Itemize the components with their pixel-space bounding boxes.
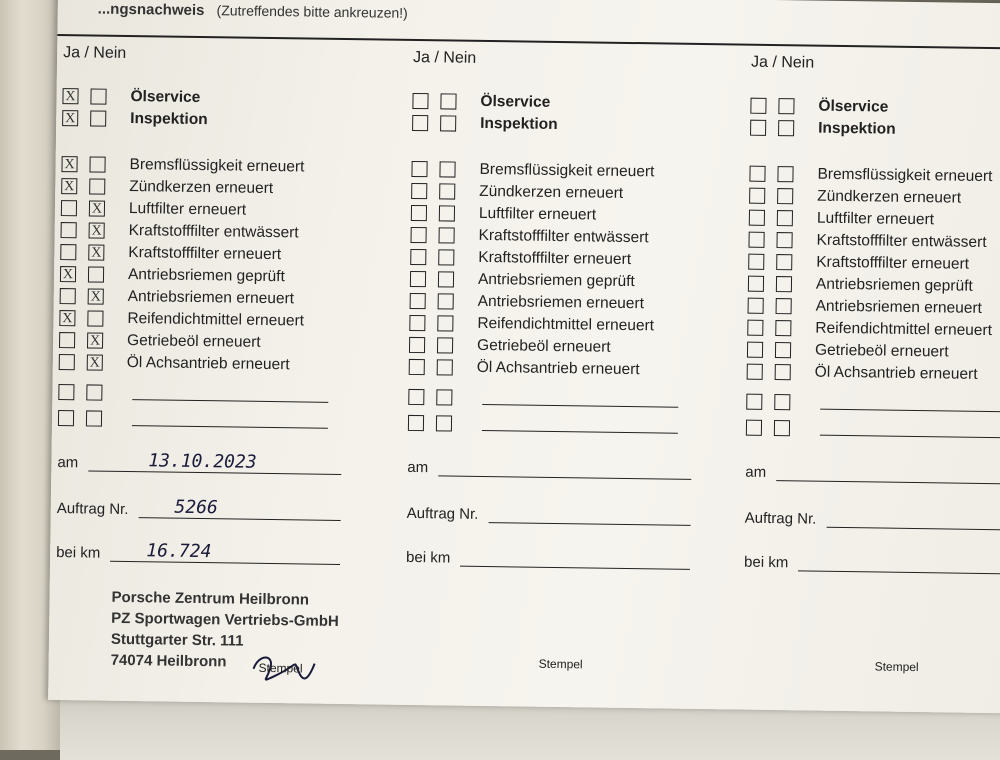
mileage-field-line[interactable]	[110, 540, 340, 565]
yes-checkbox[interactable]	[749, 210, 765, 226]
item-row	[61, 176, 361, 200]
no-checkbox[interactable]: X	[89, 222, 105, 238]
no-checkbox[interactable]	[776, 254, 792, 270]
item-row	[749, 186, 1000, 210]
dealer-company: PZ Sportwagen Vertriebs-GmbH	[111, 609, 339, 630]
yes-checkbox[interactable]	[408, 389, 424, 405]
item-row	[748, 296, 1000, 320]
item-row	[59, 352, 359, 376]
item-label: Kraftstofffilter entwässert	[816, 231, 987, 251]
no-checkbox[interactable]	[88, 266, 104, 282]
blank-entry-line	[820, 396, 1000, 412]
blank-row	[408, 387, 708, 411]
blank-entry-line	[132, 413, 328, 429]
no-checkbox[interactable]	[90, 110, 106, 126]
mileage-field-line[interactable]	[798, 554, 1000, 574]
yes-checkbox[interactable]	[749, 166, 765, 182]
no-checkbox[interactable]	[776, 298, 792, 314]
yes-checkbox[interactable]: X	[61, 178, 77, 194]
yes-checkbox[interactable]	[410, 293, 426, 309]
yes-checkbox[interactable]	[408, 415, 424, 431]
item-label: Zündkerzen erneuert	[129, 178, 274, 198]
yes-checkbox[interactable]	[409, 315, 425, 331]
no-checkbox[interactable]	[777, 210, 793, 226]
mileage-field	[406, 549, 706, 570]
item-label: Antriebsriemen geprüft	[815, 275, 973, 295]
yes-checkbox[interactable]	[409, 337, 425, 353]
no-checkbox[interactable]	[438, 227, 454, 243]
service-row	[412, 91, 712, 115]
stamp-label-3: Stempel	[874, 659, 919, 675]
no-checkbox[interactable]	[86, 384, 102, 400]
yes-checkbox[interactable]	[746, 420, 762, 436]
blank-entry-line	[132, 387, 328, 403]
yes-checkbox[interactable]	[58, 384, 74, 400]
item-row	[411, 181, 711, 205]
no-checkbox[interactable]	[89, 178, 105, 194]
item-row	[748, 252, 1000, 276]
yes-checkbox[interactable]	[746, 394, 762, 410]
yes-checkbox[interactable]	[748, 298, 764, 314]
order-number-field	[407, 505, 707, 526]
no-checkbox[interactable]	[438, 271, 454, 287]
date-field	[745, 464, 1000, 485]
mileage-field-label: bei km	[743, 553, 789, 572]
no-checkbox[interactable]	[436, 389, 452, 405]
item-label: Antriebsriemen geprüft	[477, 270, 635, 291]
no-checkbox[interactable]	[775, 364, 791, 380]
yes-checkbox[interactable]	[61, 200, 77, 216]
date-field-label: am	[745, 463, 767, 481]
service-label: Inspektion	[130, 110, 208, 129]
no-checkbox[interactable]	[438, 293, 454, 309]
yes-checkbox[interactable]	[409, 359, 425, 375]
item-row	[411, 159, 711, 183]
item-label: Kraftstofffilter erneuert	[816, 253, 970, 273]
no-checkbox[interactable]	[778, 120, 794, 136]
item-row	[410, 225, 710, 249]
order-number-field	[56, 496, 357, 521]
service-label: Inspektion	[480, 114, 558, 133]
item-row	[60, 264, 360, 288]
no-checkbox[interactable]	[90, 88, 106, 104]
service-column-3	[738, 53, 1000, 694]
item-label: Zündkerzen erneuert	[817, 187, 962, 207]
no-checkbox[interactable]: X	[87, 332, 103, 348]
item-label: Getriebeöl erneuert	[476, 336, 611, 356]
service-label: Ölservice	[130, 88, 201, 106]
item-row	[410, 247, 710, 271]
service-row	[412, 113, 712, 137]
item-row	[61, 154, 361, 178]
blank-row	[58, 408, 358, 432]
yes-checkbox[interactable]	[748, 232, 764, 248]
header-rule	[57, 34, 1000, 49]
item-label: Antriebsriemen erneuert	[477, 292, 645, 313]
item-row	[749, 208, 1000, 232]
no-checkbox[interactable]	[439, 161, 455, 177]
date-field	[57, 450, 357, 475]
no-checkbox[interactable]	[87, 310, 103, 326]
mileage-field-label: bei km	[405, 548, 451, 567]
yes-checkbox[interactable]	[59, 354, 75, 370]
item-label: Bremsflüssigkeit erneuert	[129, 156, 305, 176]
service-row	[62, 108, 362, 132]
header-title: ...ngsnachweis	[97, 0, 205, 20]
date-field-line[interactable]	[88, 450, 341, 475]
mileage-field	[56, 540, 356, 565]
no-checkbox[interactable]: X	[88, 288, 104, 304]
no-checkbox[interactable]	[774, 394, 790, 410]
date-field	[407, 459, 707, 480]
yes-checkbox[interactable]: X	[62, 88, 78, 104]
item-row	[60, 242, 360, 266]
item-row	[409, 335, 709, 359]
yes-no-header: Ja / Nein	[63, 44, 127, 62]
yes-checkbox[interactable]	[60, 244, 76, 260]
yes-checkbox[interactable]	[748, 276, 764, 292]
date-field-line[interactable]	[438, 459, 691, 480]
dealer-street: Stuttgarter Str. 111	[110, 630, 244, 650]
yes-checkbox[interactable]	[750, 120, 766, 136]
no-checkbox[interactable]	[777, 188, 793, 204]
dealer-city: 74074 Heilbronn	[110, 651, 227, 671]
mileage-field-value: 16.724	[146, 540, 212, 563]
yes-checkbox[interactable]	[749, 188, 765, 204]
order-number-field-label: Auftrag Nr.	[56, 500, 129, 519]
item-row	[59, 330, 359, 354]
no-checkbox[interactable]	[89, 156, 105, 172]
no-checkbox[interactable]	[440, 115, 456, 131]
blank-row	[746, 392, 1000, 416]
item-label: Kraftstofffilter entwässert	[478, 226, 649, 247]
item-row	[747, 340, 1000, 364]
service-row	[750, 118, 1000, 142]
yes-checkbox[interactable]: X	[61, 156, 77, 172]
item-label: Kraftstofffilter erneuert	[128, 244, 282, 264]
item-row	[61, 198, 361, 222]
yes-checkbox[interactable]	[411, 183, 427, 199]
no-checkbox[interactable]	[438, 249, 454, 265]
yes-checkbox[interactable]	[750, 98, 766, 114]
item-label: Luftfilter erneuert	[128, 200, 247, 219]
item-row	[410, 291, 710, 315]
stamp-label-1: Stempel	[258, 660, 303, 676]
item-row	[747, 318, 1000, 342]
order-number-field-label: Auftrag Nr.	[406, 504, 479, 523]
item-label: Antriebsriemen erneuert	[815, 297, 983, 317]
order-number-field	[745, 510, 1000, 531]
yes-checkbox[interactable]	[747, 320, 763, 336]
blank-entry-line	[820, 422, 1000, 438]
no-checkbox[interactable]	[774, 420, 790, 436]
item-row	[410, 269, 710, 293]
yes-checkbox[interactable]	[411, 161, 427, 177]
mileage-field	[744, 554, 1000, 575]
stamp-label-2: Stempel	[538, 656, 583, 672]
yes-checkbox[interactable]	[412, 93, 428, 109]
yes-checkbox[interactable]: X	[59, 310, 75, 326]
service-label: Ölservice	[818, 97, 889, 116]
item-row	[409, 357, 709, 381]
no-checkbox[interactable]	[439, 205, 455, 221]
no-checkbox[interactable]	[437, 315, 453, 331]
item-row	[60, 286, 360, 310]
service-row	[62, 86, 362, 110]
no-checkbox[interactable]	[439, 183, 455, 199]
no-checkbox[interactable]	[778, 98, 794, 114]
order-number-field-line[interactable]	[488, 506, 691, 526]
yes-checkbox[interactable]	[747, 364, 763, 380]
service-label: Inspektion	[818, 119, 896, 138]
blank-entry-line	[482, 391, 678, 407]
order-number-field-label: Auftrag Nr.	[744, 509, 817, 528]
item-row	[61, 220, 361, 244]
no-checkbox[interactable]	[776, 276, 792, 292]
order-number-field-line[interactable]	[138, 496, 341, 521]
order-number-field-value: 5266	[174, 496, 218, 519]
yes-checkbox[interactable]	[411, 227, 427, 243]
item-label: Getriebeöl erneuert	[126, 331, 261, 351]
no-checkbox[interactable]	[776, 232, 792, 248]
page-header	[98, 1, 408, 22]
item-label: Öl Achsantrieb erneuert	[814, 363, 978, 383]
item-label: Reifendichtmittel erneuert	[815, 319, 993, 340]
yes-checkbox[interactable]	[747, 342, 763, 358]
item-label: Bremsflüssigkeit erneuert	[817, 165, 993, 186]
blank-row	[408, 413, 708, 437]
yes-checkbox[interactable]	[410, 249, 426, 265]
yes-checkbox[interactable]	[412, 115, 428, 131]
service-label: Ölservice	[480, 92, 551, 111]
item-label: Öl Achsantrieb erneuert	[126, 353, 290, 374]
yes-checkbox[interactable]	[748, 254, 764, 270]
date-field-line[interactable]	[776, 464, 1000, 485]
item-row	[747, 362, 1000, 386]
date-field-label: am	[407, 458, 429, 477]
item-label: Antriebsriemen erneuert	[127, 288, 295, 308]
dealer-name: Porsche Zentrum Heilbronn	[111, 588, 310, 609]
item-label: Zündkerzen erneuert	[479, 182, 624, 202]
yes-checkbox[interactable]: X	[62, 110, 78, 126]
yes-checkbox[interactable]	[58, 410, 74, 426]
header-subtitle: (Zutreffendes bitte ankreuzen!)	[216, 2, 408, 21]
mileage-field-line[interactable]	[460, 550, 690, 570]
yes-checkbox[interactable]	[411, 205, 427, 221]
item-row	[411, 203, 711, 227]
item-row	[409, 313, 709, 337]
service-column-2	[400, 48, 709, 689]
order-number-field-line[interactable]	[826, 511, 1000, 531]
date-field-value: 13.10.2023	[148, 450, 257, 473]
blank-entry-line	[482, 417, 678, 433]
no-checkbox[interactable]: X	[87, 354, 103, 370]
date-field-label: am	[57, 454, 79, 472]
item-label: Öl Achsantrieb erneuert	[476, 358, 640, 379]
service-record-page	[48, 0, 1000, 713]
item-label: Luftfilter erneuert	[478, 204, 597, 224]
item-label: Kraftstofffilter erneuert	[478, 248, 632, 269]
service-row	[750, 96, 1000, 120]
no-checkbox[interactable]	[86, 410, 102, 426]
yes-checkbox[interactable]: X	[60, 266, 76, 282]
no-checkbox[interactable]	[777, 166, 793, 182]
blank-row	[58, 382, 358, 406]
item-label: Bremsflüssigkeit erneuert	[479, 160, 655, 181]
no-checkbox[interactable]: X	[88, 244, 104, 260]
item-label: Reifendichtmittel erneuert	[127, 310, 305, 330]
no-checkbox[interactable]: X	[89, 200, 105, 216]
no-checkbox[interactable]	[437, 359, 453, 375]
item-label: Antriebsriemen geprüft	[127, 266, 285, 286]
item-row	[748, 274, 1000, 298]
yes-no-header: Ja / Nein	[750, 53, 815, 72]
item-row	[749, 164, 1000, 188]
no-checkbox[interactable]	[436, 415, 452, 431]
item-label: Kraftstofffilter entwässert	[128, 222, 299, 242]
no-checkbox[interactable]	[437, 337, 453, 353]
item-label: Luftfilter erneuert	[816, 209, 935, 229]
yes-checkbox[interactable]	[60, 288, 76, 304]
item-row	[748, 230, 1000, 254]
no-checkbox[interactable]	[775, 342, 791, 358]
blank-row	[746, 418, 1000, 442]
yes-checkbox[interactable]	[410, 271, 426, 287]
item-label: Getriebeöl erneuert	[814, 341, 949, 361]
item-row	[59, 308, 359, 332]
yes-checkbox[interactable]	[59, 332, 75, 348]
no-checkbox[interactable]	[440, 93, 456, 109]
yes-checkbox[interactable]	[61, 222, 77, 238]
mileage-field-label: bei km	[56, 544, 101, 562]
no-checkbox[interactable]	[775, 320, 791, 336]
yes-no-header: Ja / Nein	[412, 48, 477, 67]
item-label: Reifendichtmittel erneuert	[477, 314, 655, 335]
